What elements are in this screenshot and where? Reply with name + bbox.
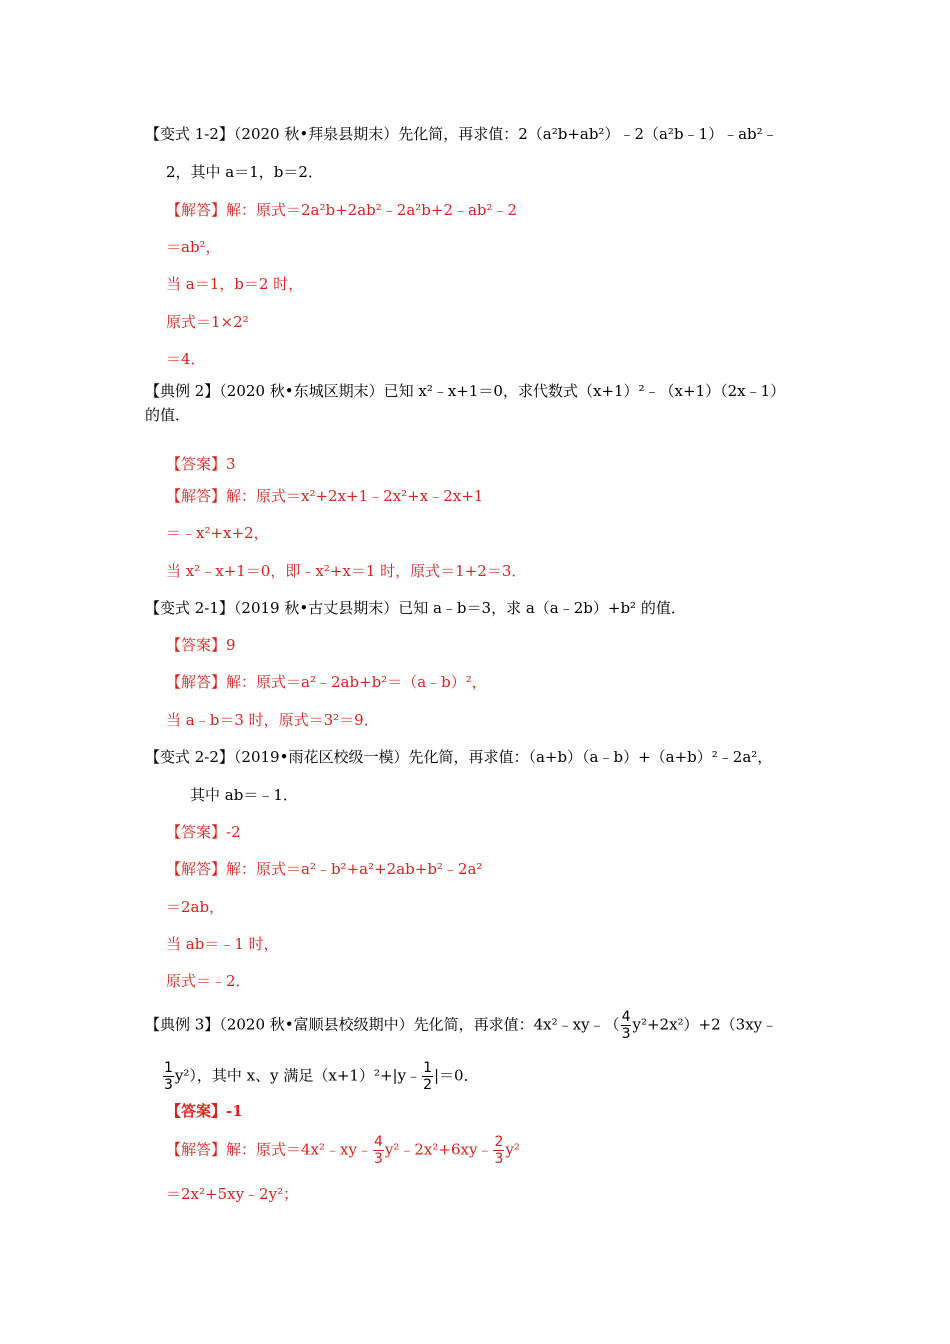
fraction-numerator: 1: [423, 1060, 432, 1076]
v22-answer: 【答案】-2: [166, 823, 241, 841]
v12-step-3: 当 a＝1，b＝2 时，: [166, 275, 304, 293]
v12-question-line2: 2，其中 a＝1，b＝2．: [166, 163, 323, 181]
v22-step-4: 原式＝﹣2．: [166, 972, 251, 990]
v12-question-line1: 【变式 1-2】（2020 秋•拜泉县期末）先化简，再求值：2（a²b+ab²）﹣2（a²b﹣1）﹣ab²﹣: [145, 125, 778, 143]
v12-step-5: ＝4．: [166, 350, 206, 368]
v12-step-1: 【解答】解：原式＝2a²b+2ab²﹣2a²b+2﹣ab²﹣2: [166, 201, 518, 219]
ex3-step1-text-c: y²: [505, 1140, 520, 1159]
v22-step-3: 当 ab＝﹣1 时，: [166, 935, 279, 953]
v12-step-4: 原式＝1×2²: [166, 313, 249, 331]
ex3-q2-text-b: |＝0．: [433, 1066, 479, 1085]
fraction-denominator: 3: [621, 1026, 631, 1042]
v21-step-1: 【解答】解：原式＝a²﹣2ab+b²＝（a﹣b）²，: [166, 673, 487, 691]
v22-step-1: 【解答】解：原式＝a²﹣b²+a²+2ab+b²﹣2a²: [166, 860, 483, 878]
ex3-question-line1: [145, 1009, 777, 1042]
ex3-question-line2: [162, 1060, 479, 1093]
fraction-numerator: 4: [621, 1009, 631, 1025]
v12-step-2: ＝ab²，: [166, 238, 221, 256]
ex2-answer: 【答案】3: [166, 455, 236, 473]
v22-question-line2: 其中 ab＝﹣1．: [190, 786, 298, 804]
ex3-q1-text-a: 【典例 3】（2020 秋•富顺县校级期中）先化简，再求值：4x²﹣xy﹣（: [145, 1015, 620, 1034]
fraction-denominator: 3: [494, 1151, 504, 1167]
v22-question-line1: 【变式 2-2】（2019•雨花区校级一模）先化简，再求值：（a+b）（a﹣b）+（a+b）²﹣2a²，: [145, 748, 773, 766]
fraction-four-thirds: [373, 1134, 384, 1167]
ex2-step-2: ＝﹣x²+x+2，: [166, 524, 269, 542]
v22-step-2: ＝2ab，: [166, 898, 225, 916]
v21-answer: 【答案】9: [166, 636, 236, 654]
ex3-q2-text-a: y²），其中 x、y 满足（x+1）²+|y﹣: [174, 1066, 422, 1085]
fraction-numerator: 1: [164, 1060, 173, 1076]
ex2-step-3: 当 x²﹣x+1＝0，即﹣x²+x＝1 时，原式＝1+2＝3．: [166, 562, 527, 580]
ex3-step1-text-b: y²﹣2x²+6xy﹣: [384, 1140, 493, 1159]
ex3-answer: 【答案】-1: [166, 1102, 243, 1120]
ex2-question-line2: 的值．: [145, 406, 191, 424]
ex3-step1-text-a: 【解答】解：原式＝4x²﹣xy﹣: [166, 1140, 372, 1159]
ex3-q1-text-b: y²+2x²）+2（3xy﹣: [632, 1015, 778, 1034]
fraction-one-third: [163, 1060, 174, 1093]
ex2-question-line1: 【典例 2】（2020 秋•东城区期末）已知 x²﹣x+1＝0，求代数式（x+1）²﹣（x+1）（2x﹣1）: [145, 382, 786, 400]
fraction-two-thirds: [493, 1134, 504, 1167]
fraction-numerator: 2: [494, 1134, 504, 1150]
v21-question: 【变式 2-1】（2019 秋•古丈县期末）已知 a﹣b＝3，求 a（a﹣2b）+b² 的值．: [145, 599, 686, 617]
fraction-denominator: 3: [373, 1151, 383, 1167]
fraction-denominator: 3: [164, 1077, 173, 1093]
fraction-numerator: 4: [373, 1134, 383, 1150]
v21-step-2: 当 a﹣b＝3 时，原式＝3²＝9．: [166, 711, 379, 729]
ex3-step-1: [166, 1134, 520, 1167]
ex3-step-2: ＝2x²+5xy﹣2y²；: [166, 1185, 299, 1203]
fraction-four-thirds: [621, 1009, 632, 1042]
fraction-denominator: 2: [423, 1077, 432, 1093]
ex2-step-1: 【解答】解：原式＝x²+2x+1﹣2x²+x﹣2x+1: [166, 487, 484, 505]
fraction-one-half: [422, 1060, 433, 1093]
